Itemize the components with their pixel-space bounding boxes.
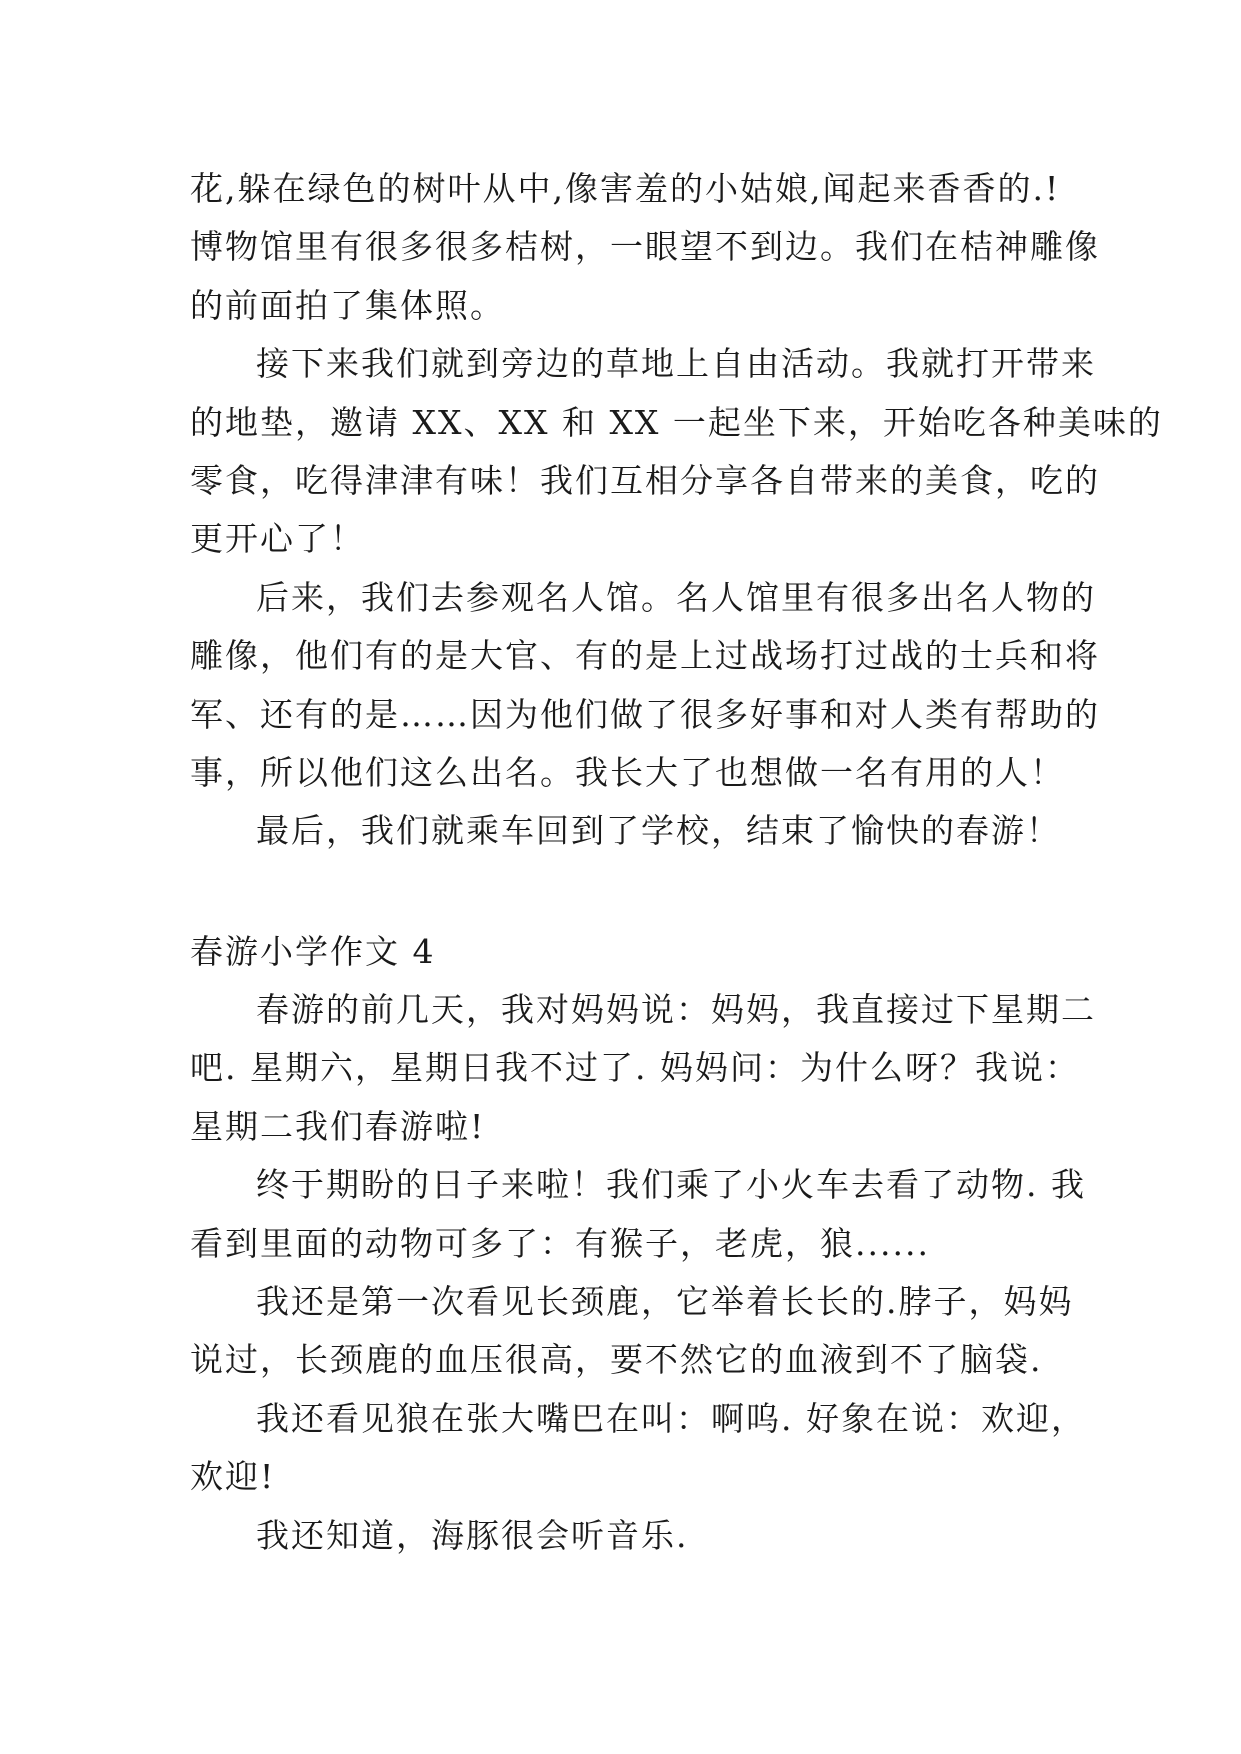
section-title: 春游小学作文 4 [190, 931, 436, 971]
paragraph-line: 我还是第一次看见长颈鹿，它举着长长的.脖子，妈妈 [256, 1282, 1074, 1322]
paragraph-line: 的地垫，邀请 XX、XX 和 XX 一起坐下来，开始吃各种美味的 [190, 402, 1163, 442]
paragraph-line: 军、还有的是……因为他们做了很多好事和对人类有帮助的 [190, 694, 1100, 734]
paragraph-line: 我还看见狼在张大嘴巴在叫：啊呜. 好象在说：欢迎， [256, 1398, 1086, 1438]
paragraph-line: 我还知道，海豚很会听音乐. [256, 1515, 689, 1555]
paragraph-line: 的前面拍了集体照。 [190, 285, 505, 325]
section-gap [190, 861, 1050, 923]
paragraph-line: 看到里面的动物可多了：有猴子，老虎，狼...... [190, 1223, 930, 1263]
paragraph-line: 最后，我们就乘车回到了学校，结束了愉快的春游！ [256, 811, 1061, 851]
paragraph-line: 吧. 星期六，星期日我不过了. 妈妈问：为什么呀？我说： [190, 1048, 1080, 1088]
paragraph-line: 欢迎! [190, 1457, 276, 1497]
paragraph-line: 后来，我们去参观名人馆。名人馆里有很多出名人物的 [256, 577, 1096, 617]
paragraph-line: 说过，长颈鹿的血压很高，要不然它的血液到不了脑袋. [190, 1340, 1043, 1380]
paragraph-line: 花,躲在绿色的树叶从中,像害羞的小姑娘,闻起来香香的.! [190, 169, 1061, 208]
paragraph-line: 星期二我们春游啦! [190, 1106, 486, 1146]
paragraph-line: 接下来我们就到旁边的草地上自由活动。我就打开带来 [256, 344, 1096, 384]
paragraph-line: 更开心了！ [190, 519, 365, 559]
paragraph-line: 零食，吃得津津有味！我们互相分享各自带来的美食，吃的 [190, 460, 1100, 500]
paragraph-line: 事，所以他们这么出名。我长大了也想做一名有用的人！ [190, 752, 1065, 792]
paragraph-line: 终于期盼的日子来啦！我们乘了小火车去看了动物. 我 [256, 1165, 1086, 1205]
paragraph-line: 博物馆里有很多很多桔树，一眼望不到边。我们在桔神雕像 [190, 227, 1100, 267]
document-page [190, 160, 1163, 1565]
paragraph-line: 雕像，他们有的是大官、有的是上过战场打过战的士兵和将 [190, 636, 1100, 676]
paragraph-line: 春游的前几天，我对妈妈说：妈妈，我直接过下星期二 [256, 990, 1096, 1030]
